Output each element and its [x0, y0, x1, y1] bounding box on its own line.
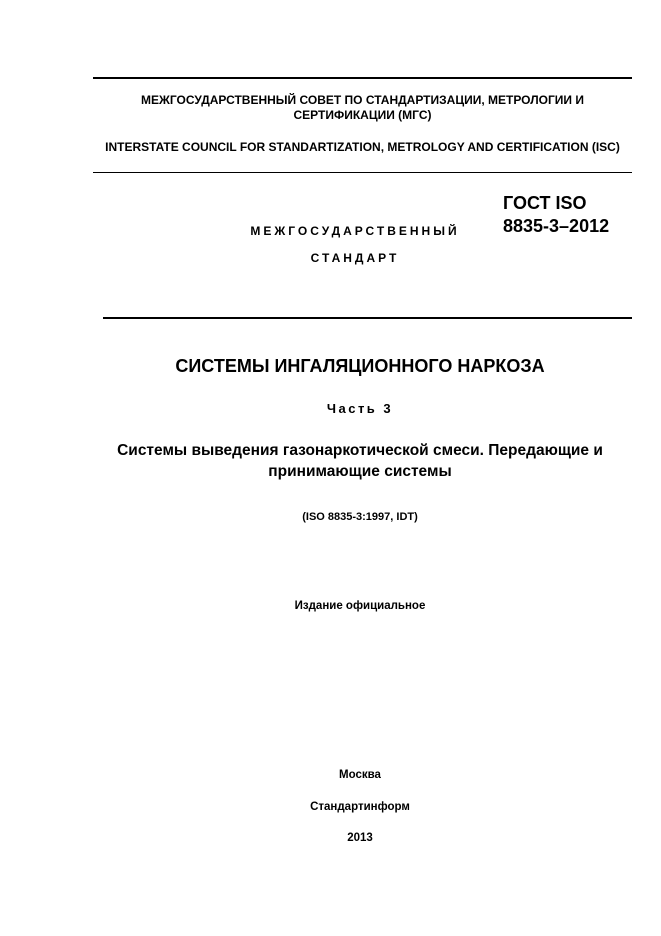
- document-title: СИСТЕМЫ ИНГАЛЯЦИОННОГО НАРКОЗА: [175, 356, 545, 376]
- part-label: Часть 3: [326, 401, 394, 416]
- publication-year: 2013: [347, 832, 373, 844]
- council-name-english: INTERSTATE COUNCIL FOR STANDARTIZATION, METROLOGY AND CERTIFICATION (ISC): [105, 140, 620, 154]
- document-subtitle: Системы выведения газонаркотической смеси. Передающие и принимающие системы: [117, 442, 603, 480]
- top-rule: [93, 77, 632, 79]
- council-name-russian: МЕЖГОСУДАРСТВЕННЫЙ СОВЕТ ПО СТАНДАРТИЗАЦИИ, МЕТРОЛОГИИ И СЕРТИФИКАЦИИ (МГС): [141, 93, 584, 122]
- edition-note: Издание официальное: [294, 600, 426, 612]
- publisher-name: Стандартинформ: [310, 801, 410, 813]
- standard-code: ГОСТ ISO 8835-3–2012: [503, 193, 610, 236]
- header-divider: [93, 172, 632, 173]
- standard-type-label-line1: МЕЖГОСУДАРСТВЕННЫЙ: [250, 224, 460, 238]
- iso-reference: (ISO 8835-3:1997, IDT): [302, 511, 418, 523]
- publication-city: Москва: [339, 769, 381, 781]
- standard-type-label-line2: СТАНДАРТ: [310, 251, 400, 265]
- title-divider: [103, 317, 632, 319]
